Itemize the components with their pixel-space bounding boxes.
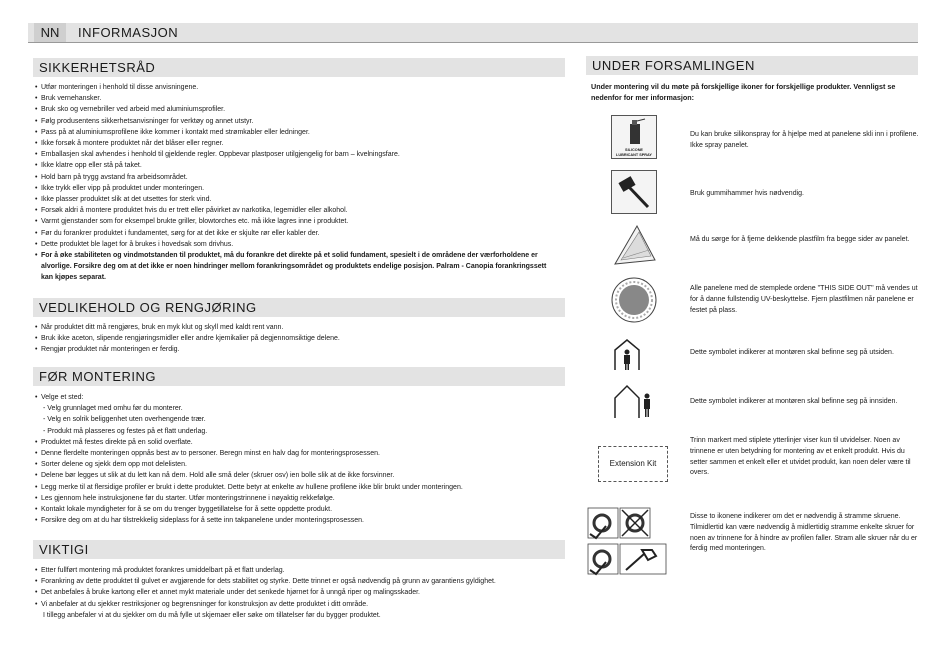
safety-list [35,82,560,284]
list-item: • Bruk vernehansker. [35,93,560,104]
list-item: • Ikke plasser produktet slik at det utsettes for sterk vind. [35,194,560,205]
list-subitem: I tillegg anbefaler vi at du sjekker om du må fylle ut skjemaer eller søke om tillatelser før du bygger produktet. [43,611,381,619]
list-item: • Denne flerdelte monteringen oppnås best av to personer. Beregn minst en halv dag for monteringsprosessen. [35,448,560,459]
list-item: • Følg produsentens sikkerhetsanvisninger for verktøy og annet utstyr. [35,116,560,127]
rubber-hammer-icon [611,170,657,214]
list-item: • Emballasjen skal avhendes i henhold til gjeldende regler. Oppbevar plastposer utilgjengelig for barn – kvelningsfare. [35,149,560,160]
uv-sun-icon [610,276,658,324]
header-title: INFORMASJON [78,25,179,40]
list-item: • Dette produktet ble laget for å brukes i hovedsak som drivhus. [35,239,560,250]
list-item: • Produktet må festes direkte på en solid overflate. [35,437,560,448]
list-item: • Ikke forsøk å montere produktet når det blåser eller regner. [35,138,560,149]
list-subitem: - Produkt må plasseres og festes på et flatt underlag. [43,427,208,435]
list-subitem: - Velg en solrik beliggenhet uten overhengende trær. [43,416,206,424]
list-item: • Bruk ikke aceton, slipende rengjøringsmidler eller andre kjemikalier på degjennomsiktige delene. [35,333,560,344]
list-item: • Forankring av dette produktet til gulvet er avgjørende for dets stabilitet og styrke. Dette trinnet er også nødvendig på grunn av garantiens gyldighet. [35,576,560,587]
list-item: • Rengjør produktet når monteringen er ferdig. [35,344,560,355]
desc-silicone: Du kan bruke silikonspray for å hjelpe med at panelene skli inn i profilene. Ikke spray panelet. [690,131,919,149]
list-item: • Når produktet ditt må rengjøres, bruk en myk klut og skyll med kaldt rent vann. [35,322,560,333]
section-title-assembly: UNDER FORSAMLINGEN [586,56,918,75]
section-title-before: FØR MONTERING [33,367,565,386]
list-item: • Det anbefales å bruke kartong eller et annet mykt materiale under det senkede hjørnet for å unngå riper og malingsskader. [35,587,560,598]
list-item: • Delene bør legges ut slik at du lett kan nå dem. Hold alle små deler (skruer osv) ien bolle slik at de ikke forsvinner. [35,470,560,481]
inside-house-icon [611,382,655,420]
section-title-important: VIKTIGI [33,540,565,559]
list-item: • Velge et sted: [35,392,560,403]
assembly-intro: Under montering vil du møte på forskjellige ikoner for forskjellige produkter. Vennligst se nedenfor for mer informasjon: [591,82,896,102]
list-item: • Utfør monteringen i henhold til disse anvisningene. [35,82,560,93]
desc-outside: Dette symbolet indikerer at montøren skal befinne seg på utsiden. [690,349,894,356]
peel-film-icon [609,220,661,270]
desc-extension: Trinn markert med stiplete ytterlinjer viser kun til utvidelser. Noen av trinnene er uten betydning for montering av et enkelt produkt. Hvis du setter sammen et enkelt eller et utvidet produkt, kan noen deler være til overs. [690,437,911,477]
list-item: • Varmt gjenstander som for eksempel brukte griller, blowtorches etc. må ikke lagres inne i produktet. [35,216,560,227]
list-item: • Sorter delene og sjekk dem opp mot delelisten. [35,459,560,470]
section-title-maintenance: VEDLIKEHOLD OG RENGJØRING [33,298,565,317]
list-item: • Kontakt lokale myndigheter for å se om du trenger byggetillatelse for å sette oppdette produkt. [35,504,560,515]
desc-screws: Disse to ikonene indikerer om det er nødvendig å stramme skruene. Tilmidlertid kan være nødvendig å midlertidig stramme enkelte skruer for noen av trinnene for å hindre av profilen faller. Stram alle skruer når du er ferdig med monteringen. [690,513,918,553]
list-item: • Ikke klatre opp eller stå på taket. [35,160,560,171]
extension-kit-icon: Extension Kit [598,446,668,482]
list-item: • Legg merke til at flersidige profiler er brukt i dette produktet. Dette betyr at enkelte av hullene profilene ikke blir brukt under monteringen. [35,482,560,493]
spray-label-line2: LUBRICANT SPRAY [616,152,652,157]
before-list [35,392,560,526]
list-subitem: - Velg grunnlaget med omhu før du monterer. [43,405,183,413]
list-item: • Hold barn på trygg avstand fra arbeidsområdet. [35,172,560,183]
header-bar [28,23,918,43]
list-item: • Pass på at aluminiumsprofilene ikke kommer i kontakt med strømkabler eller ledninger. [35,127,560,138]
important-list [35,565,560,621]
list-item: • Les gjennom hele instruksjonene før du starter. Utfør monteringstrinnene i nøyaktig rekkefølge. [35,493,560,504]
section-title-safety: SIKKERHETSRÅD [33,58,565,77]
language-code: NN [34,23,66,42]
list-item: • Før du forankrer produktet i fundamentet, sørg for at det ikke er skjulte rør eller kabler der. [35,228,560,239]
screw-tighten-icon [586,506,670,580]
list-item: • Forsikre deg om at du har tilstrekkelig sideplass for å sette inn takpanelene under monteringsprosessen. [35,515,560,526]
list-item: • Etter fullført montering må produktet forankres umiddelbart på et flatt underlag. [35,565,560,576]
outside-house-icon [611,336,651,372]
spray-label-line1: SILICONE [625,148,643,152]
maintenance-list [35,322,560,356]
list-item: • Bruk sko og vernebriller ved arbeid med aluminiumsprofiler. [35,104,560,115]
desc-inside: Dette symbolet indikerer at montøren skal befinne seg på innsiden. [690,398,898,405]
list-item: • Forsøk aldri å montere produktet hvis du er trett eller påvirket av narkotika, legemidler eller alkohol. [35,205,560,216]
desc-hammer: Bruk gummihammer hvis nødvendig. [690,190,804,197]
desc-uv: Alle panelene med de stemplede ordene "THIS SIDE OUT" må vendes ut for å danne fullstendig UV-beskyttelse. Fjern plastfilmen når panelene er festet på plass. [690,285,918,314]
list-item-bold: • For å øke stabiliteten og vindmotstanden til produktet, må du forankre det direkte på et solid fundament, spesielt i de områdene der værforholdene er alvorlige. Forsikre deg om at det ikke er noen hindringer mellom forankringsområdet og produktets endelige posisjon. Palram - Canopia forankringssett kan kjøpes separat. [35,250,560,284]
desc-film: Må du sørge for å fjerne dekkende plastfilm fra begge sider av panelet. [690,236,910,243]
list-item: • Vi anbefaler at du sjekker restriksjoner og begrensninger for konstruksjon av dette produktet i ditt område. [35,599,560,610]
list-item: • Ikke trykk eller vipp på produktet under monteringen. [35,183,560,194]
